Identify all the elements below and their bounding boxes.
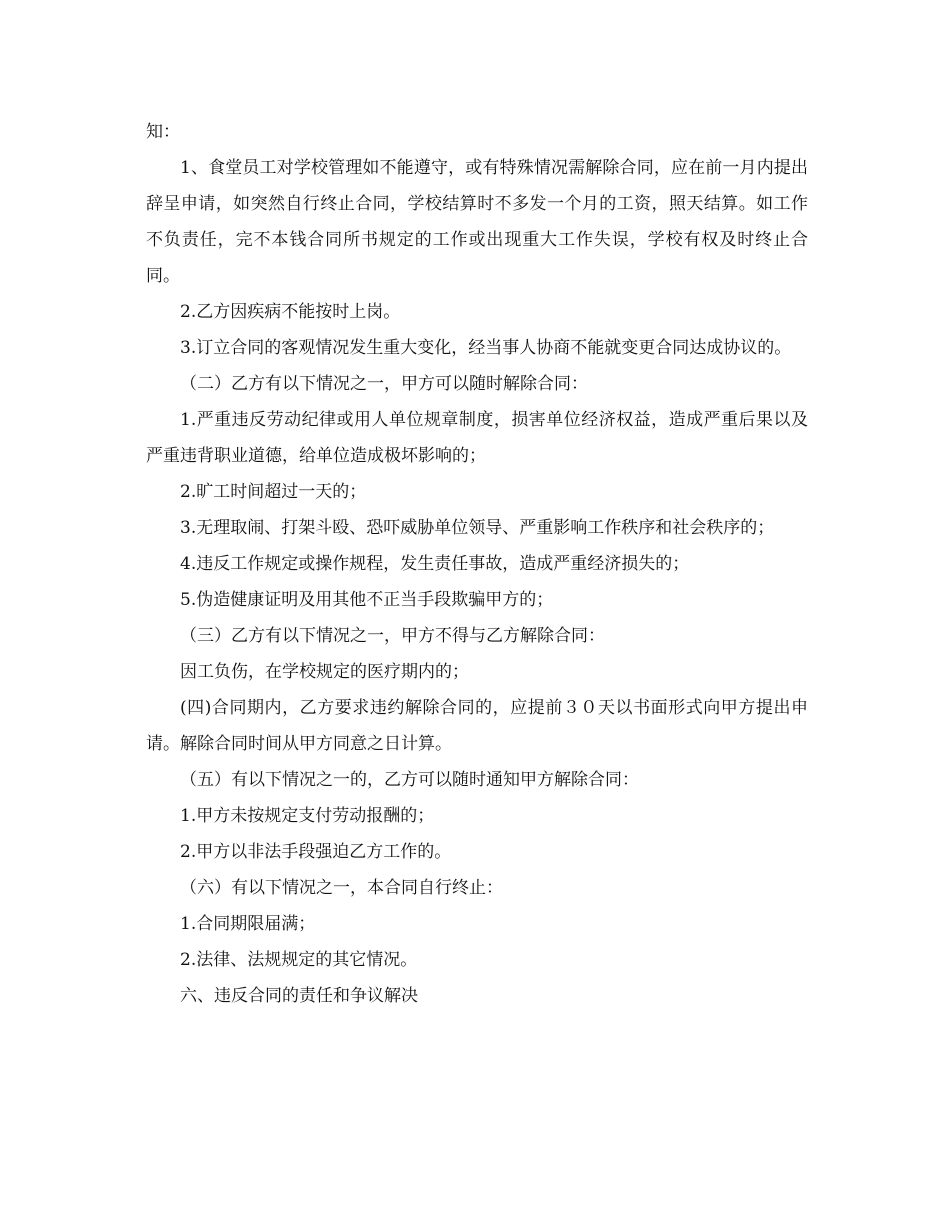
paragraph-clause-3: 3.订立合同的客观情况发生重大变化，经当事人协商不能就变更合同达成协议的。 bbox=[180, 338, 792, 358]
paragraph-item-5-1: 1.甲方未按规定支付劳动报酬的； bbox=[180, 806, 435, 826]
paragraph-item-2-4: 4.违反工作规定或操作规程，发生责任事故，造成严重经济损失的； bbox=[180, 554, 690, 574]
section-heading-4: (四)合同期内，乙方要求违约解除合同的，应提前３０天以书面形式向甲方提出申请。解除合同时间从甲方同意之日计算。 bbox=[146, 698, 808, 754]
paragraph-clause-2: 2.乙方因疾病不能按时上岗。 bbox=[180, 302, 401, 322]
paragraph-continuation: 知： bbox=[146, 122, 180, 142]
paragraph-item-5-2: 2.甲方以非法手段强迫乙方工作的。 bbox=[180, 842, 452, 862]
paragraph-clause-1: 1、食堂员工对学校管理如不能遵守，或有特殊情况需解除合同，应在前一月内提出辞呈申请，如突然自行终止合同，学校结算时不多发一个月的工资，照天结算。如工作不负责任，完不本钱合同所书规定的工作或出现重大工作失误，学校有权及时终止合同。 bbox=[146, 158, 808, 286]
paragraph-item-3-1: 因工负伤，在学校规定的医疗期内的； bbox=[180, 662, 469, 682]
paragraph-item-6-1: 1.合同期限届满； bbox=[180, 914, 316, 934]
paragraph-item-2-2: 2.旷工时间超过一天的； bbox=[180, 482, 367, 502]
paragraph-item-6-2: 2.法律、法规规定的其它情况。 bbox=[180, 950, 418, 970]
paragraph-item-2-1: 1.严重违反劳动纪律或用人单位规章制度，损害单位经济权益，造成严重后果以及严重违背职业道德，给单位造成极坏影响的； bbox=[146, 410, 808, 466]
paragraph-item-2-5: 5.伪造健康证明及用其他不正当手段欺骗甲方的； bbox=[180, 590, 554, 610]
chapter-heading-6: 六、违反合同的责任和争议解决 bbox=[180, 986, 418, 1006]
document-body bbox=[146, 114, 808, 1014]
paragraph-item-2-3: 3.无理取闹、打架斗殴、恐吓威胁单位领导、严重影响工作秩序和社会秩序的； bbox=[180, 518, 775, 538]
section-heading-3: （三）乙方有以下情况之一，甲方不得与乙方解除合同： bbox=[180, 626, 605, 646]
section-heading-5: （五）有以下情况之一的，乙方可以随时通知甲方解除合同： bbox=[180, 770, 639, 790]
section-heading-6: （六）有以下情况之一，本合同自行终止： bbox=[180, 878, 503, 898]
section-heading-2: （二）乙方有以下情况之一，甲方可以随时解除合同： bbox=[180, 374, 588, 394]
